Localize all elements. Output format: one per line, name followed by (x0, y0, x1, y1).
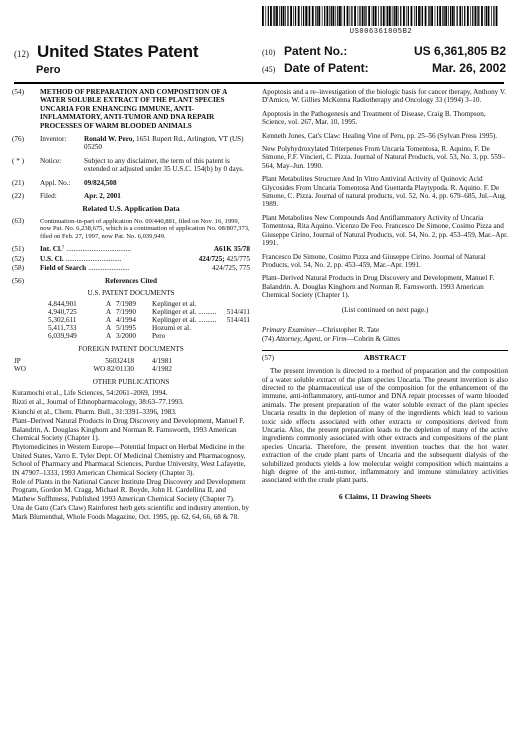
barcode-bar (381, 6, 382, 26)
barcode-bar (309, 6, 310, 26)
barcode-bar (481, 6, 483, 26)
barcode-bar (403, 6, 405, 26)
barcode-bar (445, 6, 447, 26)
references-heading (12, 277, 250, 285)
appl-number: 09/824,508 (84, 178, 117, 187)
barcode-bar (389, 6, 391, 26)
publication-reference: Plant–Derived Natural Products in Drug Discovery and Development, Manuel F. Balandrin. A. Douglas Kinghorn and Norman R. Farnsworth. 1993 American Chemical Society (Chapter 1). (262, 274, 495, 300)
us-docs-list (12, 300, 250, 340)
us-doc-name: Keplinger et al. .......... (152, 316, 217, 325)
us-doc-name: Pero (152, 332, 166, 341)
barcode-bar (439, 6, 441, 26)
abstract-code: (57) (262, 353, 274, 362)
publication-reference: Apoptosis in the Pathogenesis and Treatment of Disease, Craig B. Thompson, Science, vol. 267, Mar. 10, 1995. (262, 109, 486, 127)
barcode-bar (477, 6, 478, 26)
patent-number: US 6,361,805 B2 (413, 44, 506, 58)
filed-label: Filed: (40, 192, 57, 201)
foreign-doc-number: WO 82/01130 (93, 364, 134, 373)
barcode-bar (414, 6, 415, 26)
appl-field (12, 179, 250, 187)
foreign-docs-list (12, 357, 250, 373)
appl-code: (21) (12, 178, 24, 187)
int-cl-code: (51) (12, 245, 24, 254)
publication-reference: Plant Metabolites Structure And In Vitro Antiviral Activity of Quinovic Acid Glycosides From Uncaria Tomentosa And Guettarda Playtypoda. R. Aquino. F. De Simone, C. Pizza. Journal of natural products, vol. 52, No. 4, pp. 679–685, Jul.–Aug. 1989. (262, 175, 507, 209)
barcode-bar (337, 6, 338, 26)
barcode-bar (351, 6, 352, 26)
references-title: References Cited (105, 277, 157, 286)
examiner-label: Primary Examiner (262, 325, 316, 334)
inventor-address: 1651 Rupert Rd., Arlington, VT (US) 05250 (84, 135, 244, 152)
barcode-bar (435, 6, 436, 26)
header-rule (14, 82, 504, 84)
barcode-bar (268, 6, 269, 26)
barcode-bar (478, 6, 479, 26)
notice-field (12, 157, 250, 174)
other-publication: Phytomedicines in Western Europe—Potential Impact on Herbal Medicine in the United States, Varro E. Tyler Dept. Of Medicinal Chemistry and Pharmacognosy, School of Pharmacy and Pharmacal Sciences, Purdue University, West Lafayette, IN 47907–1333, 1993 American Chemical Society (Chapter 3). (12, 443, 246, 477)
barcode-bar (488, 6, 490, 26)
barcode-bar (308, 6, 309, 26)
abstract-title: ABSTRACT (363, 352, 407, 362)
patent-number-code: (10) (262, 48, 276, 57)
barcode-bar (418, 6, 420, 26)
int-cl-field (12, 245, 250, 253)
header-right (262, 44, 506, 78)
barcode-bar (491, 6, 492, 26)
barcode-bar (457, 6, 458, 26)
barcode-bar (273, 6, 274, 26)
us-doc-row (12, 332, 250, 340)
barcode-bar (335, 6, 336, 26)
right-references-list (262, 88, 508, 300)
barcode-bar (442, 6, 443, 26)
inventor-field (12, 135, 250, 152)
barcode-bar (274, 6, 275, 26)
barcode-bar (265, 6, 266, 26)
barcode-bar (318, 6, 320, 26)
us-doc-number: 5,302,611 (48, 316, 77, 325)
int-cl-sup: 7 (61, 246, 65, 252)
examiner-name: —Christopher R. Tate (315, 325, 380, 334)
us-doc-number: 4,940,725 (48, 308, 77, 317)
filed-field (12, 192, 250, 200)
publication-reference: Kenneth Jones, Cat's Claw: Healing Vine of Peru, pp. 25–56 (Sylvan Press 1995). (262, 131, 498, 140)
barcode (262, 6, 500, 26)
us-doc-date: 5/1995 (116, 324, 136, 333)
barcode-bar (317, 6, 318, 26)
attorney-code: (74) (262, 335, 274, 344)
barcode-bar (437, 6, 438, 26)
us-doc-number: 5,411,733 (48, 324, 77, 333)
barcode-bar (322, 6, 323, 26)
barcode-bar (262, 6, 264, 26)
attorney-line (262, 335, 508, 343)
attorney-label: Attorney, Agent, or Firm (275, 335, 347, 344)
us-cl-code: (52) (12, 254, 24, 263)
barcode-bar (408, 6, 409, 26)
patent-date-code: (45) (262, 65, 276, 74)
abstract-text: The present invention is directed to a method of preparation and the composition of a water soluble extract of the plant species Uncaria. The present invention is also directed to the pharmaceutical use of the composition for the enhancement of the immune, anti-inflammatory, anti-tumor and DNA repair processes of warm blooded animals. The present preparation of the water soluble extract of the plant species Uncaria results in the depletion of many of the ingredients which lead to various toxic side effects associated with other extracts or compositions derived from Uncaria. Also, the present preparation leads to the depletion of many of the active ingredients commonly associated with other extracts and compositions of the plant species Uncaria. Therefore, the present invention teaches that the hot water extraction of the crude plant parts of Uncaria and the subsequent dialysis of the solubilized products yields a low molecular weight composition which maintains a high degree of the anti-tumor, inflammatory and immune stimulatory activities associated with the crude plant parts. (262, 367, 508, 485)
us-doc-kind: A (106, 300, 112, 309)
us-doc-name: Hozumi et al. (152, 324, 191, 333)
patent-date-label: Date of Patent: (284, 61, 369, 75)
us-cl-label: U.S. Cl. (40, 254, 64, 263)
us-doc-kind: A (106, 308, 112, 317)
us-cl-secondary: 425/775 (224, 254, 250, 263)
barcode-bar (276, 6, 278, 26)
barcode-bar (459, 6, 461, 26)
foreign-docs-title: FOREIGN PATENT DOCUMENTS (78, 345, 184, 354)
barcode-number: US006361805B2 (349, 28, 413, 36)
inventor-label: Inventor: (40, 135, 67, 144)
foreign-doc-number: 56032418 (105, 356, 134, 365)
barcode-bar (354, 6, 356, 26)
foreign-doc-date: 4/1981 (152, 356, 172, 365)
us-doc-number: 4,844,901 (48, 300, 77, 309)
barcode-bar (486, 6, 487, 26)
barcode-bar (429, 6, 430, 26)
us-doc-kind: A (106, 324, 112, 333)
inventor-name: Ronald W. Pero, (84, 135, 135, 144)
barcode-bar (462, 6, 463, 26)
barcode-bar (378, 6, 379, 26)
barcode-bar (331, 6, 332, 26)
us-cl-dots: ............................... (65, 254, 122, 263)
barcode-bar (383, 6, 385, 26)
patent-number-row (262, 44, 506, 61)
barcode-bar (339, 6, 341, 26)
publication-reference: Francesco De Simone, Cosimo Pizza and Giuseppe Cirino. Journal of Natural Products, vol. 54, No. 2, pp. 453–459, Mar.–Apr. 1991. (262, 252, 486, 269)
publication-reference: New Polyhydroxylated Triterpenes From Uncaria Tomentosa, R. Aquino, F. De Simone, F.F. Vincieri, C. Pizza. Journal of Natural Products, vol. 53, No. 3, pp. 559–564, May–Jun. 1990. (262, 145, 506, 170)
other-publication: Una de Gato (Cat's Claw) Rainforest herb gets scientific and industry attention, by Mark Blumenthal, Whole Foods Magazine, Oct. 1995, pp. 62, 64, 66, 68 & 78. (12, 504, 250, 521)
references-code: (56) (12, 277, 24, 286)
barcode-bar (416, 6, 417, 26)
barcode-bar (406, 6, 407, 26)
barcode-bar (347, 6, 349, 26)
barcode-bar (431, 6, 433, 26)
barcode-bar (443, 6, 444, 26)
int-cl-dots: .................................... (66, 245, 131, 254)
field-dots: ....................... (88, 263, 130, 272)
barcode-bar (452, 6, 454, 26)
barcode-bar (324, 6, 325, 26)
barcode-bar (472, 6, 473, 26)
publication-reference: Apoptosis and a re–investigation of the biologic basis for cancer therapy, Anthony V. D'Amico, W. Gillies McKenna Radiotherapy and Oncology 33 (1994) 3–10. (262, 88, 506, 105)
other-publication: Plant–Derived Natural Products in Drug Discovery and Development, Manuel F. Balandrin, A. Douglass Kinghorn and Norman R. Farnsworth, 1993 American Chemical Society (Chapter 1). (12, 417, 245, 442)
barcode-bar (303, 6, 304, 26)
title-field (12, 88, 250, 130)
us-doc-row (12, 308, 250, 316)
barcode-bar (394, 6, 395, 26)
barcode-bar (358, 6, 359, 26)
title-code: (54) (12, 88, 24, 96)
foreign-doc-row (12, 365, 250, 373)
barcode-bar (395, 6, 397, 26)
claims-summary: 6 Claims, 11 Drawing Sheets (338, 491, 432, 501)
inventor-surname: Pero (36, 64, 61, 76)
related-data-title: Related U.S. Application Data (82, 204, 180, 214)
continuation-field (12, 218, 250, 240)
field-value: 424/725, 775 (212, 263, 250, 272)
other-publication: Kuramochi et al., Life Sciences, 54:2061–2069, 1994. (12, 388, 168, 397)
attorney-name: —Cobrin & Gittes (346, 335, 401, 344)
barcode-bar (285, 6, 286, 26)
inventor-code: (76) (12, 135, 24, 144)
barcode-bar (425, 6, 427, 26)
us-doc-number: 6,039,949 (48, 332, 77, 341)
other-publication: Role of Plants in the National Cancer Institute Drug Discovery and Development Program, Gordon M. Cragg, Michael R. Boyde, John H. Cardellina II, and Mathew Suffhmess, Published 1993 American Chemical Society (Chapter 7). (12, 478, 246, 503)
barcode-bar (341, 6, 342, 26)
doc-title: United States Patent (37, 42, 199, 61)
us-cl-primary: 424/725; (198, 254, 225, 263)
foreign-doc-row (12, 357, 250, 365)
us-doc-class (218, 332, 250, 340)
barcode-bar (333, 6, 335, 26)
barcode-bar (375, 6, 377, 26)
us-doc-date: 7/1989 (116, 300, 136, 309)
barcode-bar (315, 6, 316, 26)
barcode-bar (386, 6, 387, 26)
notice-code: ( * ) (12, 156, 24, 165)
barcode-bar (279, 6, 280, 26)
us-doc-date: 7/1990 (116, 308, 136, 317)
us-doc-row (12, 300, 250, 308)
us-docs-title: U.S. PATENT DOCUMENTS (87, 288, 175, 297)
barcode-bar (298, 6, 300, 26)
barcode-bar (305, 6, 307, 26)
barcode-bar (295, 6, 296, 26)
us-doc-class (218, 324, 250, 332)
other-pubs-list (12, 389, 250, 521)
us-cl-field (12, 255, 250, 263)
barcode-bar (428, 6, 429, 26)
type-code: (12) (14, 49, 29, 59)
other-pubs-title: OTHER PUBLICATIONS (92, 377, 170, 386)
barcode-bar (301, 6, 302, 26)
barcode-bar (326, 6, 328, 26)
continuation-code: (63) (12, 216, 24, 225)
barcode-bar (398, 6, 399, 26)
list-continued: (List continued on next page.) (341, 305, 429, 314)
barcode-bar (281, 6, 282, 26)
barcode-bar (368, 6, 370, 26)
field-code: (58) (12, 263, 24, 272)
barcode-bar (400, 6, 401, 26)
barcode-bar (293, 6, 294, 26)
barcode-bar (270, 6, 272, 26)
barcode-bar (290, 6, 292, 26)
field-of-search (12, 264, 250, 272)
barcode-bar (421, 6, 422, 26)
foreign-doc-date: 4/1982 (152, 364, 172, 373)
barcode-bar (344, 6, 345, 26)
right-column (262, 88, 508, 501)
barcode-bar (496, 6, 498, 26)
barcode-bar (454, 6, 455, 26)
barcode-bar (450, 6, 451, 26)
us-doc-class (218, 300, 250, 308)
barcode-bar (372, 6, 373, 26)
barcode-bar (470, 6, 471, 26)
foreign-doc-country: JP (14, 356, 21, 365)
barcode-bar (467, 6, 469, 26)
abstract-heading (262, 350, 508, 362)
other-publication: Kiunchi et al., Chem. Pharm. Bull., 31:3391–3396, 1983. (12, 407, 177, 416)
barcode-bar (484, 6, 485, 26)
barcode-bar (329, 6, 330, 26)
barcode-bar (312, 6, 314, 26)
barcode-bar (359, 6, 360, 26)
filed-code: (22) (12, 192, 24, 201)
patent-number-label: Patent No.: (284, 44, 348, 58)
filed-date: Apr. 2, 2001 (84, 192, 121, 201)
int-cl-value: A61K 35/78 (213, 245, 250, 254)
barcode-bar (364, 6, 365, 26)
barcode-bar (387, 6, 388, 26)
us-doc-kind: A (106, 316, 112, 325)
barcode-bar (411, 6, 413, 26)
barcode-bar (392, 6, 393, 26)
barcode-bar (287, 6, 288, 26)
us-doc-kind: A (106, 332, 112, 341)
us-doc-name: Keplinger et al. (152, 300, 197, 309)
us-doc-class: 514/411 (226, 316, 250, 325)
left-column (12, 88, 250, 522)
continuation-text: Continuation-in-part of application No. 09/440,881, filed on Nov. 16, 1999, now Pat. No. 6,238,675, which is a continuation of application No. 08/807,373, filed on Feb. 27, 1997, now Pat. No. 6,039,949. (40, 217, 250, 240)
us-doc-name: Keplinger et al. .......... (152, 308, 217, 317)
us-doc-class: 514/411 (226, 308, 250, 317)
field-label: Field of Search (40, 263, 87, 272)
barcode-bar (475, 6, 477, 26)
foreign-doc-country: WO (14, 364, 26, 373)
barcode-bar (464, 6, 465, 26)
notice-text: Subject to any disclaimer, the term of this patent is extended or adjusted under 35 U.S.C. 154(b) by 0 days. (84, 156, 244, 174)
barcode-bar (283, 6, 285, 26)
barcode-bar (373, 6, 374, 26)
us-doc-date: 4/1994 (116, 316, 136, 325)
patent-date: Mar. 26, 2002 (431, 61, 506, 75)
barcode-bar (365, 6, 366, 26)
invention-title: METHOD OF PREPARATION AND COMPOSITION OF A WATER SOLUBLE EXTRACT OF THE PLANT SPECIES UNCARIA FOR ENHANCING IMMUNE, ANTI-INFLAMMATORY, ANTI-TUMOR AND DNA REPAIR PROCESSES OF WARM BLOODED ANIMALS (40, 88, 227, 130)
barcode-bar (448, 6, 449, 26)
us-doc-row (12, 324, 250, 332)
barcode-bar (350, 6, 351, 26)
header-left (14, 42, 198, 76)
patent-date-row (262, 61, 506, 78)
publication-reference: Plant Metabolites New Compounds And Antiflammatory Activity of Uncaria Tomentosa, Rita Aquino. Vicenzo De Feo. Francesco De Simone, Cosimo Pizza and Giuseppe Cirino, Journal of Natural Products, vol. 54, No. 2, pp. 453–459, Mar.–Apr. 1991. (262, 213, 508, 248)
other-publication: Rizzi et al., Journal of Ethnopharmacology, 38:63–77.1993. (12, 398, 184, 407)
us-doc-date: 3/2000 (116, 332, 136, 341)
appl-label: Appl. No.: (40, 178, 71, 187)
barcode-bar (493, 6, 494, 26)
examiner-line (262, 326, 508, 334)
notice-label: Notice: (40, 156, 62, 165)
barcode-bar (422, 6, 423, 26)
barcode-bar (362, 6, 364, 26)
int-cl-label: Int. Cl. (40, 245, 62, 254)
us-doc-row (12, 316, 250, 324)
